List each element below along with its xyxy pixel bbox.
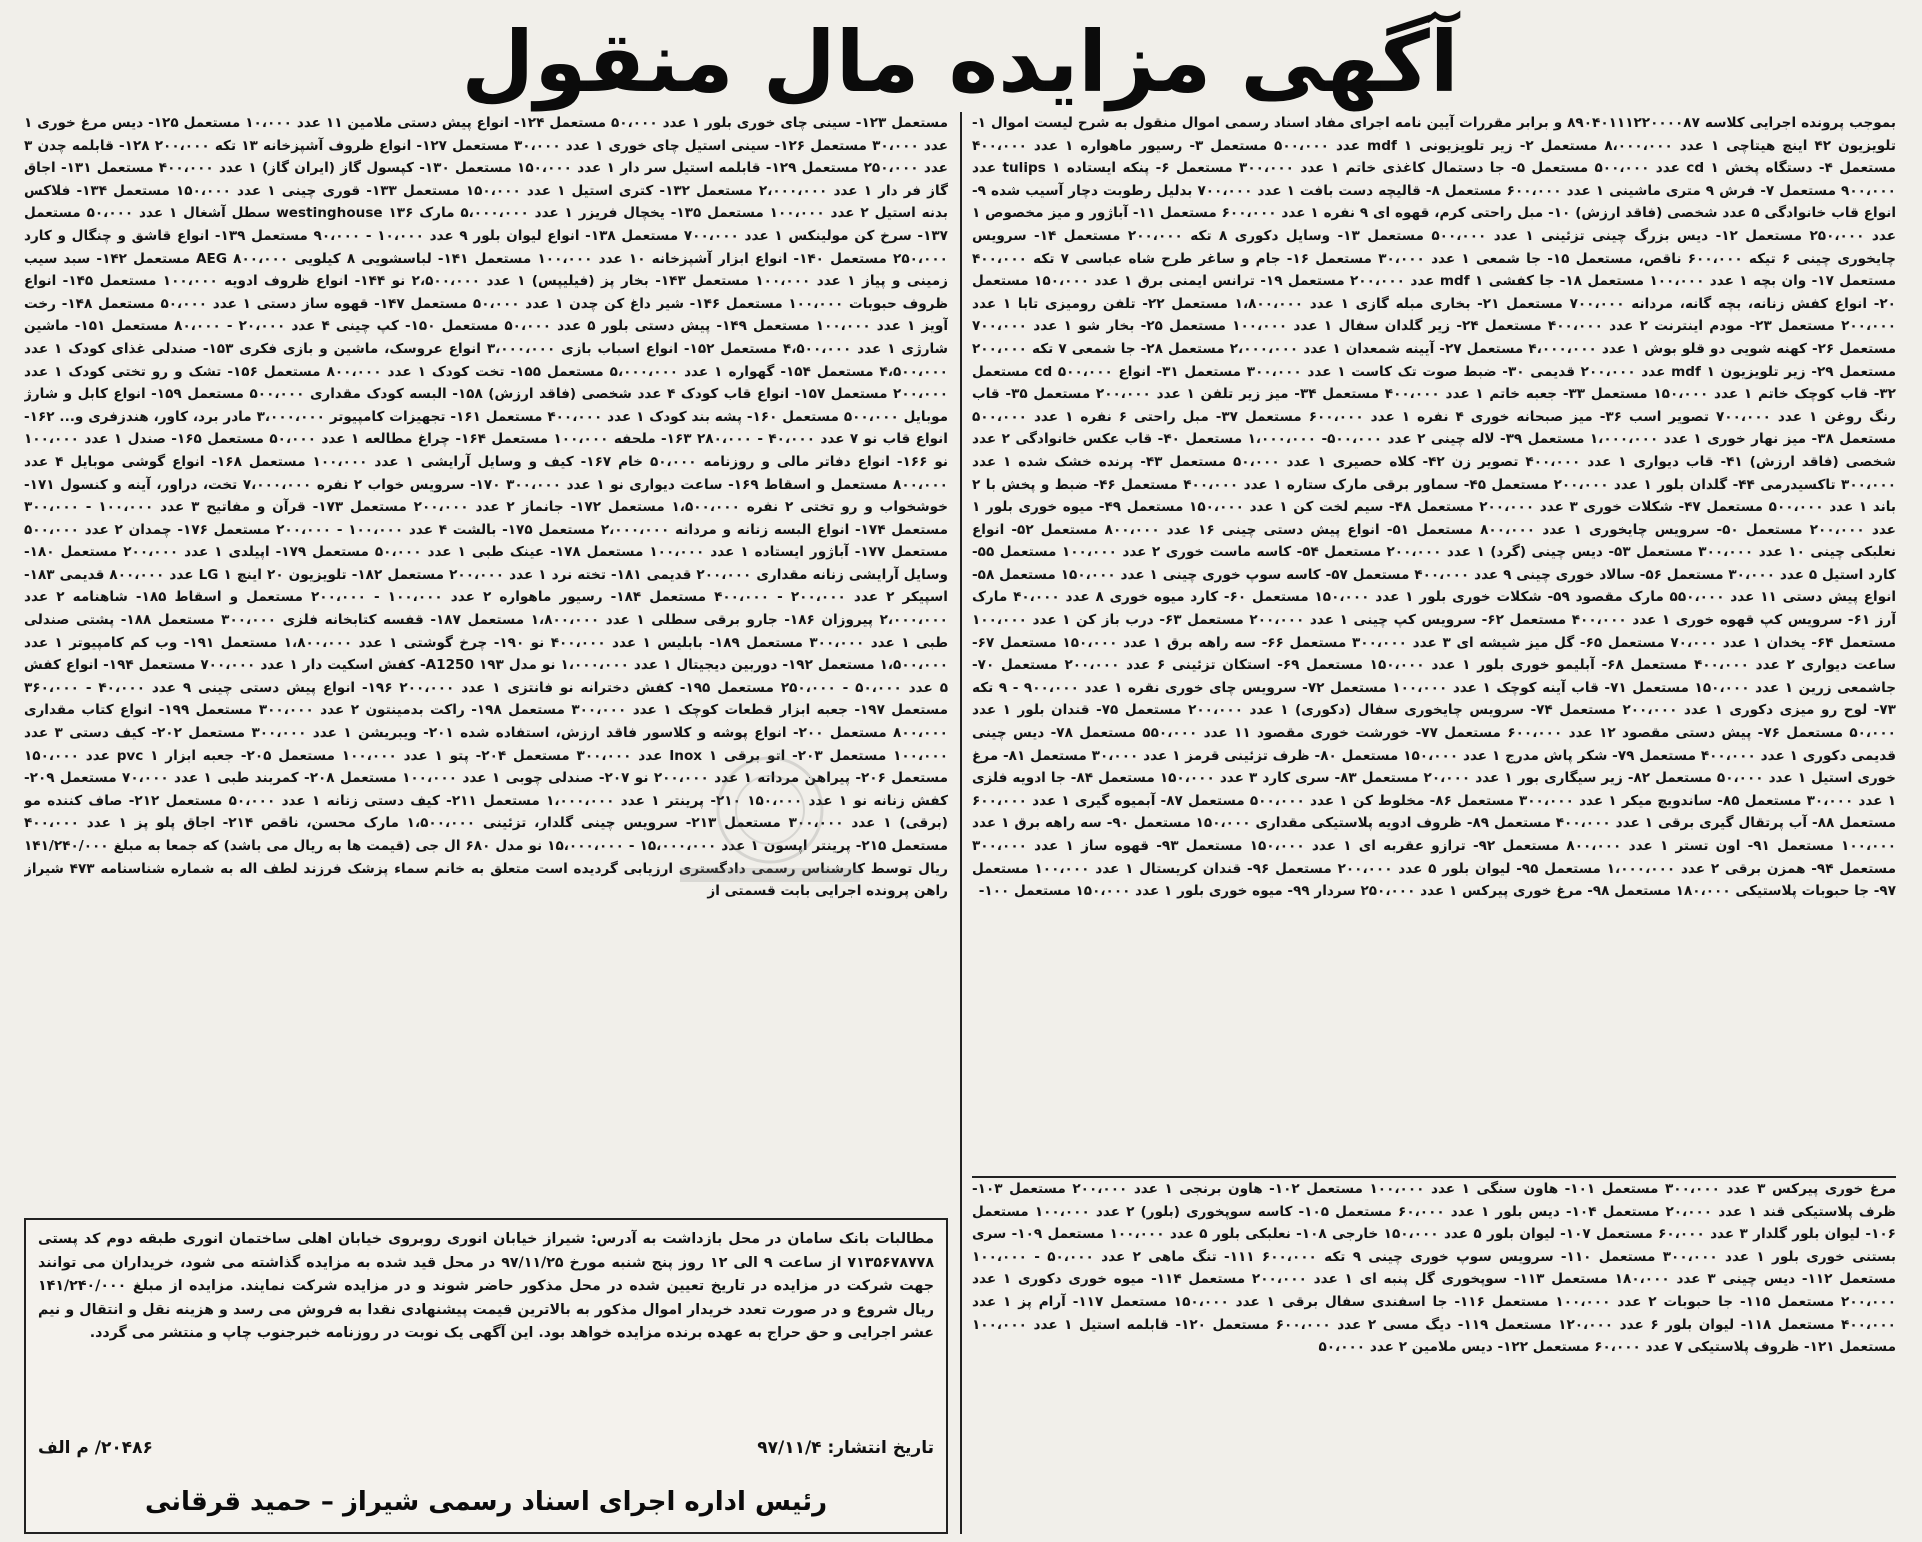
auction-title: آگهی مزایده مال منقول bbox=[461, 13, 1459, 111]
auction-notice-text: مطالبات بانک سامان در محل بازداشت به آدرس: شیراز خیابان انوری روبروی خیابان اهلی ساختمان انوری طبقه دوم کد پستی ۷۱۳۵۶۷۸۷۷۸ از ساعت ۹ الی ۱۲ روز پنج شنبه مورخ ۹۷/۱۱/۲۵ در محل قید شده به مزایده گذاشته می شود، خریداران می توانند جهت شرکت در مزایده در تاریخ تعیین شده در محل مذکور حاضر شوند و در مزایده شرکت نمایند. مزایده از مبلغ ۱۴۱/۲۴۰/۰۰۰ ریال شروع و در صورت تعدد خریدار اموال مذکور به بالاترین قیمت پیشنهادی نقدا به فروش می رسد و هزینه نقل و انتقال و نیم عشر اجرایی و حق حراج به عهده برنده مزایده خواهد بود. این آگهی یک نوبت در روزنامه خبرجنوب چاپ و منتشر می گردد. bbox=[38, 1231, 934, 1342]
column-divider-vertical bbox=[960, 112, 962, 1534]
publication-row bbox=[38, 1438, 934, 1468]
newspaper-watermark-icon bbox=[620, 740, 920, 900]
publication-date: تاریخ انتشار: ۹۷/۱۱/۴ bbox=[757, 1438, 934, 1458]
reference-number: ۲۰۴۸۶/ م الف bbox=[38, 1438, 153, 1458]
asset-list-left-column: مستعمل ۱۲۳- سینی چای خوری بلور ۱ عدد ۵۰،۰۰۰ مستعمل ۱۲۴- انواع پیش دستی ملامین ۱۱ عدد ۱۰،۰۰۰ مستعمل ۱۲۵- دیس مرغ خوری ۱ عدد ۳۰،۰۰۰ مستعمل ۱۲۶- سینی استیل چای خوری ۱ عدد ۳۰،۰۰۰ مستعمل ۱۲۷- انواع ظروف آشپزخانه ۱۳ تکه ۲۰۰،۰۰۰ ۱۲۸- قابلمه چدن ۳ عدد ۲۵۰،۰۰۰ مستعمل ۱۲۹- قابلمه استیل سر دار ۱ عدد ۱۵۰،۰۰۰ مستعمل ۱۳۰- کپسول گاز (ایران گاز) ۱ عدد ۴۰۰،۰۰۰ مستعمل ۱۳۱- اجاق گاز فر دار ۱ عدد ۲،۰۰۰،۰۰۰ مستعمل ۱۳۲- کتری استیل ۱ عدد ۱۵۰،۰۰۰ مستعمل ۱۳۳- قوری چینی ۱ عدد ۱۵۰،۰۰۰ مستعمل ۱۳۴- فلاکس بدنه استیل ۲ عدد ۱۰۰،۰۰۰ مستعمل ۱۳۵- یخچال فریزر ۱ عدد ۵،۰۰۰،۰۰۰ مارک westinghouse ۱۳۶ سطل آشغال ۱ عدد ۵۰،۰۰۰ مستعمل ۱۳۷- سرخ کن مولینکس ۱ عدد ۷۰۰،۰۰۰ مستعمل ۱۳۸- انواع لیوان بلور ۹ عدد ۱۰،۰۰۰ - ۹۰،۰۰۰ مستعمل ۱۳۹- انواع قاشق و چنگال و کارد ۲۵۰،۰۰۰ مستعمل ۱۴۰- انواع ابزار آشپزخانه ۱۰ عدد ۱۰۰،۰۰۰ مستعمل ۱۴۱- لباسشویی ۸ کیلویی ۸۰۰،۰۰۰ AEG مستعمل ۱۴۲- سبد سیب زمینی و پیاز ۱ عدد ۱۰۰،۰۰۰ مستعمل ۱۴۳- بخار پز (فیلیپس) ۱ عدد ۲،۵۰۰،۰۰۰ نو ۱۴۴- انواع ظروف ادویه ۱۰۰،۰۰۰ مستعمل ۱۴۵- انواع ظروف حبوبات ۱۰۰،۰۰۰ مستعمل ۱۴۶- شیر داغ کن چدن ۱ عدد ۵۰،۰۰۰ مستعمل ۱۴۷- قهوه ساز دستی ۱ عدد ۵۰،۰۰۰ مستعمل ۱۴۸- رخت آویز ۱ عدد ۱۰۰،۰۰۰ مستعمل ۱۴۹- پیش دستی بلور ۵ عدد ۵۰،۰۰۰ مستعمل ۱۵۰- کپ چینی ۴ عدد ۲۰،۰۰۰ - ۸۰،۰۰۰ مستعمل ۱۵۱- ماشین شارژی ۱ عدد ۴،۵۰۰،۰۰۰ مستعمل ۱۵۲- انواع اسباب بازی ۳،۰۰۰،۰۰۰ انواع عروسک، ماشین و بازی فکری ۱۵۳- صندلی غذای کودک ۱ عدد ۴،۵۰۰،۰۰۰ مستعمل ۱۵۴- گهواره ۱ عدد ۵،۰۰۰،۰۰۰ مستعمل ۱۵۵- تخت کودک ۱ عدد ۸۰۰،۰۰۰ مستعمل ۱۵۶- تشک و رو تختی کودک ۱ عدد ۲۰۰،۰۰۰ مستعمل ۱۵۷- انواع قاب کودک ۴ عدد شخصی (فاقد ارزش) ۱۵۸- البسه کودک مقداری ۵۰۰،۰۰۰ مستعمل ۱۵۹- انواع کابل و شارژ موبایل ۵۰۰،۰۰۰ مستعمل ۱۶۰- پشه بند کودک ۱ عدد ۴۰۰،۰۰۰ مستعمل ۱۶۱- تجهیزات کامپیوتر ۳،۰۰۰،۰۰۰ مادر برد، کاور، هندزفری و... ۱۶۲- انواع قاب نو ۷ عدد ۴۰،۰۰۰ - ۲۸۰،۰۰۰ ۱۶۳- ملحفه ۱۰۰،۰۰۰ مستعمل ۱۶۴- چراغ مطالعه ۱ عدد ۵۰،۰۰۰ مستعمل ۱۶۵- صندل ۱ عدد ۱۰۰،۰۰۰ نو ۱۶۶- انواع دفاتر مالی و روزنامه ۵۰،۰۰۰ خام ۱۶۷- کیف و وسایل آرایشی ۱ عدد ۱۰۰،۰۰۰ مستعمل ۱۶۸- انواع گوشی موبایل ۴ عدد ۸۰۰،۰۰۰ مستعمل و اسقاط ۱۶۹- ساعت دیواری نو ۱ عدد ۳۰۰،۰۰۰ ۱۷۰- سرویس خواب ۲ نفره ۷،۰۰۰،۰۰۰ تخت، دراور، آینه و کنسول ۱۷۱- خوشخواب و رو تختی ۲ نفره ۱،۵۰۰،۰۰۰ مستعمل ۱۷۲- جانماز ۲ عدد ۲۰۰،۰۰۰ مستعمل ۱۷۳- قرآن و مفاتیح ۳ عدد ۱۰۰،۰۰۰ - ۳۰۰،۰۰۰ مستعمل ۱۷۴- انواع البسه زنانه و مردانه ۲،۰۰۰،۰۰۰ مستعمل ۱۷۵- بالشت ۴ عدد ۱۰۰،۰۰۰ - ۲۰۰،۰۰۰ مستعمل ۱۷۶- چمدان ۲ عدد ۵۰۰،۰۰۰ مستعمل ۱۷۷- آباژور ایستاده ۱ عدد ۱۰۰،۰۰۰ مستعمل ۱۷۸- عینک طبی ۱ عدد ۵۰،۰۰۰ مستعمل ۱۷۹- اپیلدی ۱ عدد ۲۰۰،۰۰۰ مستعمل ۱۸۰- وسایل آرایشی زنانه مقداری ۲۰۰،۰۰۰ قدیمی ۱۸۱- تخته نرد ۱ عدد ۲۰۰،۰۰۰ مستعمل ۱۸۲- تلویزیون ۲۰ اینچ LG ۱ عدد ۸۰۰،۰۰۰ قدیمی ۱۸۳- اسپیکر ۲ عدد ۲۰۰،۰۰۰ - ۴۰۰،۰۰۰ مستعمل ۱۸۴- رسیور ماهواره ۲ عدد ۱۰۰،۰۰۰ - ۲۰۰،۰۰۰ مستعمل و اسقاط ۱۸۵- شاهنامه ۲ عدد ۲،۰۰۰،۰۰۰ پیروزان ۱۸۶- جارو برقی سطلی ۱ عدد ۱،۸۰۰،۰۰۰ مستعمل ۱۸۷- قفسه کتابخانه فلزی ۳۰۰،۰۰۰ مستعمل ۱۸۸- پشتی صندلی طبی ۱ عدد ۳۰۰،۰۰۰ مستعمل ۱۸۹- بابلیس ۱ عدد ۴۰۰،۰۰۰ نو ۱۹۰- چرخ گوشتی ۱ عدد ۱،۸۰۰،۰۰۰ مستعمل ۱۹۱- وب کم کامپیوتر ۱ عدد ۱،۵۰۰،۰۰۰ مستعمل ۱۹۲- دوربین دیجیتال ۱ عدد ۱،۰۰۰،۰۰۰ نو مدل A1250 ۱۹۳- کفش اسکیت دار ۱ عدد ۷۰۰،۰۰۰ مستعمل ۱۹۴- انواع کفش ۵ عدد ۵۰،۰۰۰ - ۲۵۰،۰۰۰ مستعمل ۱۹۵- کفش دخترانه نو فانتزی ۱ عدد ۲۰۰،۰۰۰ ۱۹۶- انواع پیش دستی چینی ۹ عدد ۴۰،۰۰۰ - ۳۶۰،۰۰۰ مستعمل ۱۹۷- جعبه ابزار قطعات کوچک ۱ عدد ۳۰۰،۰۰۰ مستعمل ۱۹۸- راکت بدمینتون ۲ عدد ۳۰۰،۰۰۰ مستعمل ۱۹۹- انواع کتاب مقداری ۸۰۰،۰۰۰ مستعمل ۲۰۰- انواع پوشه و کلاسور فاقد ارزش، استفاده شده ۲۰۱- ویبریشن ۱ عدد ۳۰۰،۰۰۰ مستعمل ۲۰۲- کیف دستی ۳ عدد ۱۰۰،۰۰۰ مستعمل ۲۰۳- اتو برقی Inox ۱ عدد ۳۰۰،۰۰۰ مستعمل ۲۰۴- پتو ۱ عدد ۱۰۰،۰۰۰ مستعمل ۲۰۵- جعبه ابزار pvc ۱ عدد ۱۵۰،۰۰۰ مستعمل ۲۰۶- پیراهن مردانه ۱ عدد ۲۰۰،۰۰۰ نو ۲۰۷- صندلی چوبی ۱ عدد ۱۰۰،۰۰۰ مستعمل ۲۰۸- کمربند طبی ۱ عدد ۷۰،۰۰۰ مستعمل ۲۰۹- کفش زنانه نو ۱ عدد ۱۵۰،۰۰۰ ۲۱۰- پرینتر ۱ عدد ۱،۰۰۰،۰۰۰ مستعمل ۲۱۱- کیف دستی زنانه ۱ عدد ۵۰،۰۰۰ مستعمل ۲۱۲- صاف کننده مو (برقی) ۱ عدد ۳۰۰،۰۰۰ مستعمل ۲۱۳- سرویس چینی گلدار، تزئینی ۱،۵۰۰،۰۰۰ مارک محسن، ناقص ۲۱۴- اجاق پلو پز ۱ عدد ۴۰۰،۰۰۰ مستعمل ۲۱۵- پرینتر اپسون ۱ عدد ۱۵،۰۰۰،۰۰۰ - ۱۵،۰۰۰،۰۰۰ نو مدل ۶۸۰ ال جی (قیمت ها به ریال می باشد) که جمعا به مبلغ ۱۴۱/۲۴۰/۰۰۰ ریال توسط کارشناس رسمی دادگستری ارزیابی گردیده است متعلق به خانم سماء پزشک فرزند لطف اله به شماره شناسنامه ۴۷۳ شیراز راهن پرونده اجرایی بابت قسمتی از bbox=[24, 115, 948, 900]
signature-line: رئیس اداره اجرای اسناد رسمی شیراز – حمید قرقانی bbox=[144, 1487, 828, 1517]
asset-list-right-column-continued: مرغ خوری پیرکس ۳ عدد ۳۰۰،۰۰۰ مستعمل ۱۰۱- هاون سنگی ۱ عدد ۱۰۰،۰۰۰ مستعمل ۱۰۲- هاون برنجی ۱ عدد ۲۰۰،۰۰۰ مستعمل ۱۰۳- ظرف پلاستیکی قند ۱ عدد ۲۰،۰۰۰ مستعمل ۱۰۴- دیس بلور ۱ عدد ۶۰،۰۰۰ مستعمل ۱۰۵- کاسه سوپخوری (بلور) ۲ عدد ۱۰۰،۰۰۰ مستعمل ۱۰۶- لیوان بلور گلدار ۳ عدد ۶۰،۰۰۰ مستعمل ۱۰۷- لیوان بلور ۵ عدد ۱۵۰،۰۰۰ خارجی ۱۰۸- نعلبکی بلور ۵ عدد ۱۰۰،۰۰۰ مستعمل ۱۰۹- سری بستنی خوری بلور ۱ عدد ۳۰۰،۰۰۰ مستعمل ۱۱۰- سرویس سوپ خوری چینی ۹ تکه ۶۰۰،۰۰۰ ۱۱۱- تنگ ماهی ۲ عدد ۵۰،۰۰۰ - ۱۰۰،۰۰۰ مستعمل ۱۱۲- دیس چینی ۳ عدد ۱۸۰،۰۰۰ مستعمل ۱۱۳- سوپخوری گل پنبه ای ۱ عدد ۲۰۰،۰۰۰ مستعمل ۱۱۴- میوه خوری دکوری ۱ عدد ۲۰۰،۰۰۰ مستعمل ۱۱۵- جا حبوبات ۲ عدد ۱۰۰،۰۰۰ مستعمل ۱۱۶- جا اسفندی سفال برقی ۱ عدد ۱۵۰،۰۰۰ مستعمل ۱۱۷- آرام پز ۱ عدد ۴۰۰،۰۰۰ مستعمل ۱۱۸- لیوان بلور ۶ عدد ۱۲۰،۰۰۰ مستعمل ۱۱۹- دیگ مسی ۲ عدد ۶۰۰،۰۰۰ مستعمل ۱۲۰- قابلمه استیل ۱ عدد ۱۰۰،۰۰۰ مستعمل ۱۲۱- ظروف پلاستیکی ۷ عدد ۶۰،۰۰۰ مستعمل ۱۲۲- دیس ملامین ۲ عدد ۵۰،۰۰۰ bbox=[972, 1181, 1896, 1356]
auction-notice-box bbox=[24, 1218, 948, 1534]
asset-list-right-column: بموجب پرونده اجرایی کلاسه ۸۹۰۴۰۱۱۱۲۲۰۰۰۰۸۷ و برابر مقررات آیین نامه اجرای مفاد اسناد رسمی اموال منقول به شرح لیست اموال ۱- تلویزیون ۴۲ اینچ هیتاچی ۱ عدد ۸،۰۰۰،۰۰۰ مستعمل ۲- زیر تلویزیونی mdf ۱ عدد ۵۰۰،۰۰۰ مستعمل ۳- رسیور ماهواره ۱ عدد ۴۰۰،۰۰۰ مستعمل ۴- دستگاه پخش cd ۱ عدد ۵۰۰،۰۰۰ مستعمل ۵- جا دستمال کاغذی خاتم ۱ عدد ۳۰۰،۰۰۰ مستعمل ۶- پنکه ایستاده tulips ۱ عدد ۹۰۰،۰۰۰ مستعمل ۷- فرش ۹ متری ماشینی ۱ عدد ۶۰۰،۰۰۰ مستعمل ۸- قالیچه دست بافت ۱ عدد ۷۰۰،۰۰۰ بدلیل رطوبت دچار آسیب شده ۹- انواع قاب خانوادگی ۵ عدد شخصی (فاقد ارزش) ۱۰- مبل راحتی کرم، قهوه ای ۹ نفره ۱ عدد ۶۰۰،۰۰۰ مستعمل ۱۱- آباژور و میز مخصوص ۱ عدد ۲۵۰،۰۰۰ مستعمل ۱۲- دیس بزرگ چینی تزئینی ۱ عدد ۵۰۰،۰۰۰ مستعمل ۱۳- وسایل دکوری ۸ تکه ۲۰۰،۰۰۰ مستعمل ۱۴- سرویس چایخوری چینی ۶ تیکه ۶۰۰،۰۰۰ ناقص، مستعمل ۱۵- جا شمعی ۱ عدد ۳۰،۰۰۰ مستعمل ۱۶- جام و ساغر طرح شاه عباسی ۷ تکه ۴۰۰،۰۰۰ مستعمل ۱۷- وان بچه ۱ عدد ۱۰۰،۰۰۰ مستعمل ۱۸- جا کفشی mdf ۱ عدد ۲۰۰،۰۰۰ مستعمل ۱۹- ترانس ایمنی برق ۱ عدد ۱۵۰،۰۰۰ مستعمل ۲۰- انواع کفش زنانه، بچه گانه، مردانه ۷۰۰،۰۰۰ مستعمل ۲۱- بخاری مبله گازی ۱ عدد ۱،۸۰۰،۰۰۰ مستعمل ۲۲- تلفن رومیزی تابا ۱ عدد ۲۰۰،۰۰۰ مستعمل ۲۳- مودم اینترنت ۲ عدد ۴۰۰،۰۰۰ مستعمل ۲۴- زیر گلدان سفال ۱ عدد ۱۰۰،۰۰۰ مستعمل ۲۵- بخار شو ۱ عدد ۷۰۰،۰۰۰ مستعمل ۲۶- کهنه شویی دو قلو بوش ۱ عدد ۴،۰۰۰،۰۰۰ مستعمل ۲۷- آیینه شمعدان ۱ عدد ۲،۰۰۰،۰۰۰ مستعمل ۲۸- جا شمعی ۷ تکه ۲۰۰،۰۰۰ مستعمل ۲۹- زیر تلویزیون mdf ۱ عدد ۲۰۰،۰۰۰ قدیمی ۳۰- ضبط صوت تک کاست ۱ عدد ۳۰۰،۰۰۰ مستعمل ۳۱- انواع cd ۵۰۰،۰۰۰ مستعمل ۳۲- قاب کوچک خاتم ۱ عدد ۱۵۰،۰۰۰ مستعمل ۳۳- جعبه خاتم ۱ عدد ۴۰۰،۰۰۰ مستعمل ۳۴- میز زیر تلفن ۱ عدد ۲۰۰،۰۰۰ مستعمل ۳۵- قاب رنگ روغن ۱ عدد ۷۰۰،۰۰۰ تصویر اسب ۳۶- میز صبحانه خوری ۴ نفره ۱ عدد ۶۰۰،۰۰۰ مستعمل ۳۷- مبل راحتی ۶ نفره ۱ عدد ۵۰۰،۰۰۰ مستعمل ۳۸- میز نهار خوری ۱ عدد ۱،۰۰۰،۰۰۰ مستعمل ۳۹- لاله چینی ۲ عدد ۵۰۰،۰۰۰- ۱،۰۰۰،۰۰۰ مستعمل ۴۰- قاب عکس خانوادگی ۲ عدد شخصی (فاقد ارزش) ۴۱- قاب دیواری ۱ عدد ۴۰۰،۰۰۰ تصویر زن ۴۲- کلاه حصیری ۱ عدد ۵۰،۰۰۰ مستعمل ۴۳- پرنده خشک شده ۱ عدد ۳۰۰،۰۰۰ تاکسیدرمی ۴۴- گلدان بلور ۱ عدد ۲۰۰،۰۰۰ مستعمل ۴۵- سماور برقی مارک ستاره ۱ عدد ۴۰۰،۰۰۰ مستعمل ۴۶- ضبط و پخش با ۲ باند ۱ عدد ۵۰۰،۰۰۰ مستعمل ۴۷- شکلات خوری ۳ عدد ۲۰۰،۰۰۰ مستعمل ۴۸- سیم لخت کن ۱ عدد ۱۵۰،۰۰۰ مستعمل ۴۹- میوه خوری بلور ۱ عدد ۲۰۰،۰۰۰ مستعمل ۵۰- سرویس چایخوری ۱ عدد ۸۰۰،۰۰۰ مستعمل ۵۱- انواع پیش دستی چینی ۱۶ عدد ۸۰۰،۰۰۰ مستعمل ۵۲- انواع نعلبکی چینی ۱۰ عدد ۳۰۰،۰۰۰ مستعمل ۵۳- دیس چینی (گرد) ۱ عدد ۲۰۰،۰۰۰ مستعمل ۵۴- کاسه ماست خوری ۲ عدد ۱۰۰،۰۰۰ مستعمل ۵۵- کارد استیل ۵ عدد ۳۰،۰۰۰ مستعمل ۵۶- سالاد خوری چینی ۹ عدد ۴۰۰،۰۰۰ مستعمل ۵۷- کاسه سوپ خوری چینی ۱ عدد ۱۵۰،۰۰۰ مستعمل ۵۸- انواع پیش دستی ۱۱ عدد ۵۵۰،۰۰۰ مارک مقصود ۵۹- شکلات خوری بلور ۱ عدد ۱۵۰،۰۰۰ مستعمل ۶۰- کارد میوه خوری ۸ عدد ۴۰،۰۰۰ مارک آرز ۶۱- سرویس کپ قهوه خوری ۱ عدد ۴۰۰،۰۰۰ مستعمل ۶۲- سرویس کپ چینی ۱ عدد ۲۰۰،۰۰۰ مستعمل ۶۳- درب باز کن ۱ عدد ۱۰۰،۰۰۰ مستعمل ۶۴- یخدان ۱ عدد ۷۰،۰۰۰ مستعمل ۶۵- گل میز شیشه ای ۳ عدد ۳۰۰،۰۰۰ مستعمل ۶۶- سه راهه برق ۱ عدد ۱۵۰،۰۰۰ مستعمل ۶۷- ساعت دیواری ۲ عدد ۴۰۰،۰۰۰ مستعمل ۶۸- آبلیمو خوری بلور ۱ عدد ۱۵۰،۰۰۰ مستعمل ۶۹- استکان تزئینی ۶ عدد ۲۰۰،۰۰۰ مستعمل ۷۰- جاشمعی زرین ۱ عدد ۱۵۰،۰۰۰ مستعمل ۷۱- قاب آینه کوچک ۱ عدد ۱۰۰،۰۰۰ مستعمل ۷۲- سرویس چای خوری نقره ۱ عدد ۹۰۰،۰۰۰ - ۹ تکه ۷۳- لوح رو میزی دکوری ۱ عدد ۲۰۰،۰۰۰ مستعمل ۷۴- سرویس چایخوری سفال (دکوری) ۱ عدد ۲۰۰،۰۰۰ مستعمل ۷۵- قندان بلور ۱ عدد ۵۰،۰۰۰ مستعمل ۷۶- پیش دستی مقصود ۱۲ عدد ۶۰۰،۰۰۰ مستعمل ۷۷- خورشت خوری مقصود ۱۱ عدد ۵۵۰،۰۰۰ مستعمل ۷۸- دیس چینی قدیمی دکوری ۱ عدد ۴۰۰،۰۰۰ مستعمل ۷۹- شکر پاش مدرج ۱ عدد ۱۵۰،۰۰۰ مستعمل ۸۰- ظرف تزئینی قرمز ۱ عدد ۳۰،۰۰۰ مستعمل ۸۱- مرغ خوری استیل ۱ عدد ۵۰،۰۰۰ مستعمل ۸۲- زیر سیگاری بور ۱ عدد ۲۰،۰۰۰ مستعمل ۸۳- سری کارد ۳ عدد ۱۵۰،۰۰۰ مستعمل ۸۴- جا ادویه فلزی ۱ عدد ۳۰،۰۰۰ مستعمل ۸۵- ساندویچ میکر ۱ عدد ۳۰۰،۰۰۰ مستعمل ۸۶- مخلوط کن ۱ عدد ۵۰۰،۰۰۰ مستعمل ۸۷- آبمیوه گیری ۱ عدد ۶۰۰،۰۰۰ مستعمل ۸۸- آب پرتقال گیری برقی ۱ عدد ۴۰۰،۰۰۰ مستعمل ۸۹- ظروف ادویه پلاستیکی مقداری ۱۵۰،۰۰۰ مستعمل ۹۰- سه راهه برق ۱ عدد ۱۰۰،۰۰۰ مستعمل ۹۱- اون تستر ۱ عدد ۸۰۰،۰۰۰ مستعمل ۹۲- ترازو عقربه ای ۱ عدد ۱۵۰،۰۰۰ مستعمل ۹۳- قهوه ساز ۱ عدد ۳۰۰،۰۰۰ مستعمل ۹۴- همزن برقی ۲ عدد ۱،۰۰۰،۰۰۰ مستعمل ۹۵- لیوان بلور ۵ عدد ۲۰۰،۰۰۰ مستعمل ۹۶- قندان کریستال ۱ عدد ۱۰۰،۰۰۰ مستعمل ۹۷- جا حبوبات پلاستیکی ۱۸۰،۰۰۰ مستعمل ۹۸- مرغ خوری پیرکس ۱ عدد ۲۵۰،۰۰۰ سردار ۹۹- میوه خوری بلور ۱ عدد ۱۵۰،۰۰۰ مستعمل ۱۰۰- bbox=[972, 115, 1896, 900]
